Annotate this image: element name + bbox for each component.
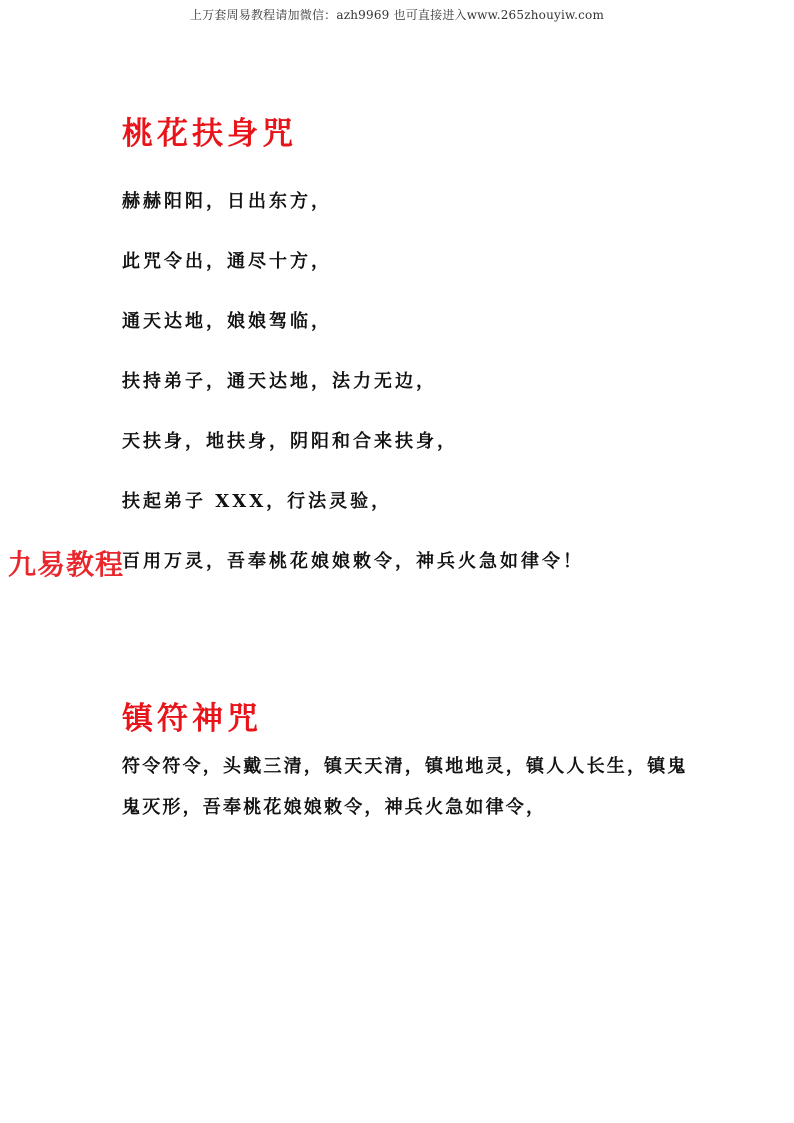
- incantation-line: 通天达地，娘娘驾临，: [122, 311, 332, 332]
- incantation-line: 此咒令出，通尽十方，: [122, 251, 332, 272]
- watermark-logo: 九易教程: [8, 548, 125, 581]
- header-note: 上万套周易教程请加微信：azh9969 也可直接进入www.265zhouyiw.com: [189, 8, 605, 22]
- incantation-line: 扶起弟子 XXX，行法灵验，: [122, 491, 393, 512]
- paragraph-line: 鬼灭形，吾奉桃花娘娘敕令，神兵火急如律令，: [122, 797, 547, 818]
- incantation-line: 天扶身，地扶身，阴阳和合来扶身，: [122, 431, 458, 452]
- incantation-line: 百用万灵，吾奉桃花娘娘敕令，神兵火急如律令！: [122, 551, 584, 572]
- incantation-line: 赫赫阳阳，日出东方，: [122, 191, 332, 212]
- incantation-line: 扶持弟子，通天达地，法力无边，: [122, 371, 437, 392]
- paragraph-line: 符令符令，头戴三清，镇天天清，镇地地灵，镇人人长生，镇鬼: [122, 756, 688, 777]
- section-title-talisman: 镇符神咒: [122, 701, 262, 737]
- section-title-peach-blossom: 桃花扶身咒: [122, 116, 297, 152]
